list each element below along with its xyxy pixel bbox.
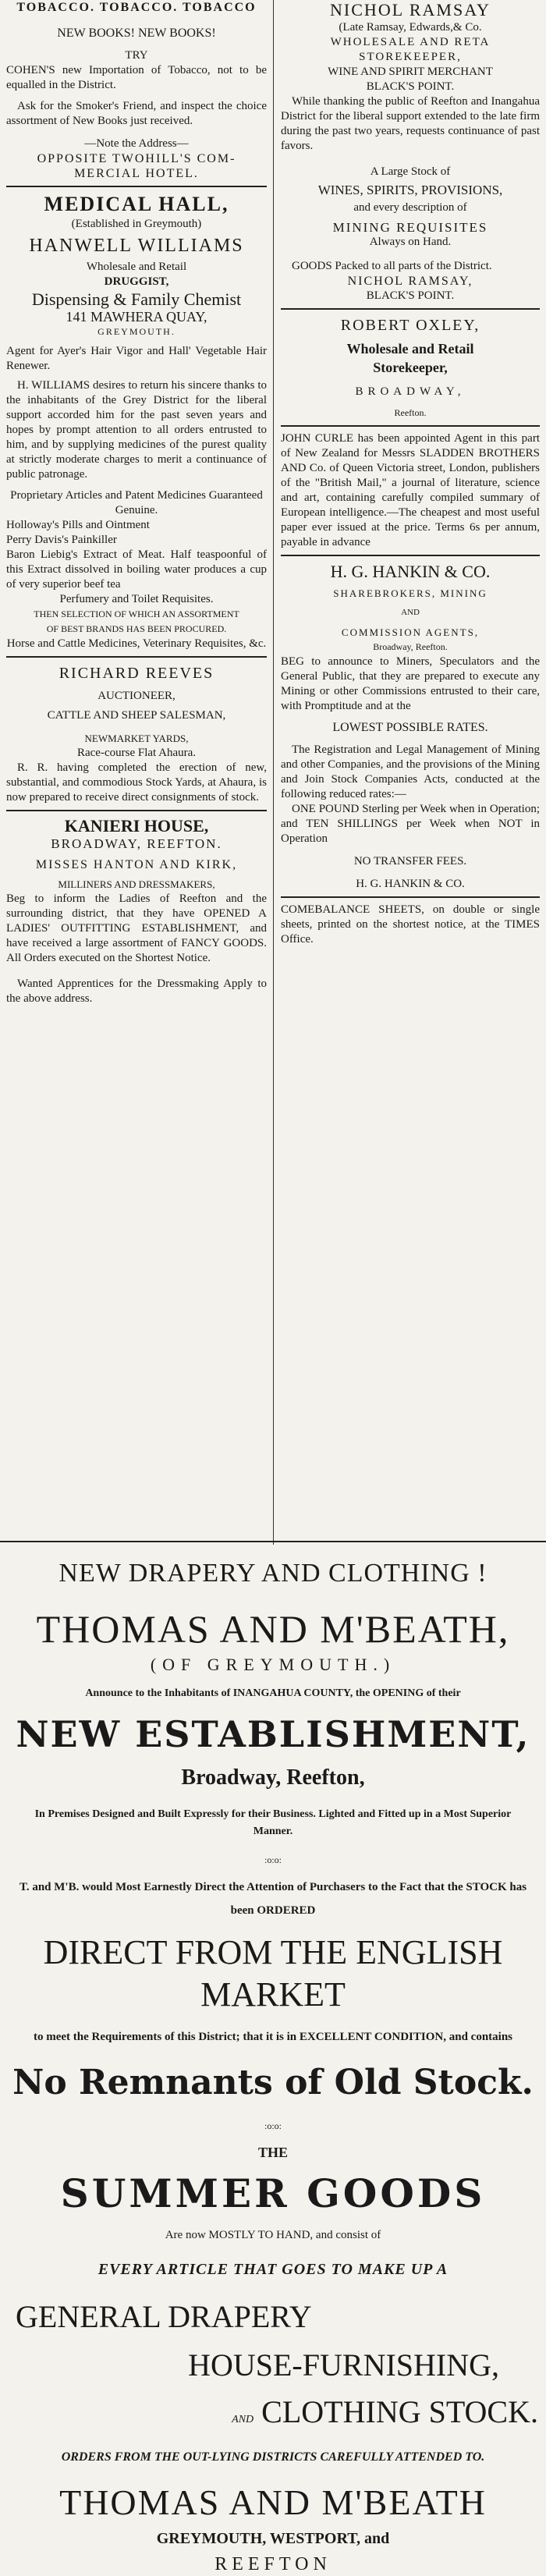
ornament-1: :o:o: xyxy=(264,1854,282,1865)
left-column xyxy=(6,0,267,1006)
tobacco-body: COHEN'S new Importation of Tobacco, not to be equalled in the District. xyxy=(6,64,267,91)
medical-name: HANWELL WILLIAMS xyxy=(29,236,244,256)
divider xyxy=(6,656,267,658)
medical-street: 141 MAWHERA QUAY, xyxy=(66,309,207,325)
ramsay-store: STOREKEEPER, xyxy=(359,51,462,63)
hankin-sig: H. G. HANKIN & CO. xyxy=(356,878,465,890)
kanieri-wanted: Wanted Apprentices for the Dressmaking Apply to the above address. xyxy=(6,978,267,1005)
hankin-ad xyxy=(281,561,540,892)
ask-text: Ask for the Smoker's Friend, and inspect the choice assortment of New Books just received. xyxy=(6,100,267,127)
hankin-title: H. G. HANKIN & CO. xyxy=(330,562,491,581)
ramsay-ad xyxy=(281,0,540,303)
medical-title: MEDICAL HALL, xyxy=(44,193,229,215)
medical-liebig: Baron Liebig's Extract of Meat. Half teaspoonful of this Extract dissolved in boiling water produces a cup of very superior beef tea xyxy=(6,548,267,591)
ramsay-mining: MINING REQUISITES xyxy=(332,220,488,235)
kanieri-body: Beg to inform the Ladies of Reefton and the surrounding district, that they have OPENED A LADIES' OUTFITTING ESTABLISHMENT, and have received a large assortment of FANCY GOODS. All Orders executed on the Shortest Notice. xyxy=(6,892,267,964)
reeves-body: R. R. having completed the erection of new, substantial, and commodious Stock Yards, at Ahaura, is now prepared to receive direct consignments of stock. xyxy=(6,761,267,804)
medical-druggist: DRUGGIST, xyxy=(104,275,169,288)
balance-ad xyxy=(281,903,540,947)
oxley-name: ROBERT OXLEY, xyxy=(340,317,480,334)
hankin-sub: SHAREBROKERS, MINING xyxy=(333,587,488,599)
ramsay-wines: WINES, SPIRITS, PROVISIONS, xyxy=(317,183,503,197)
ramsay-late: (Late Ramsay, Edwards,& Co. xyxy=(339,21,482,34)
drapery-firm-2: THOMAS AND M'BEATH xyxy=(59,2482,487,2522)
drapery-and: AND xyxy=(232,2414,254,2425)
reeves-name: RICHARD REEVES xyxy=(58,665,214,682)
medical-perf: Perfumery and Toilet Requisites. xyxy=(59,593,214,605)
hankin-sub-2: COMMISSION AGENTS, xyxy=(341,626,480,638)
medical-list-1: Holloway's Pills and Ointment xyxy=(6,519,150,531)
ramsay-wine: WINE AND SPIRIT MERCHANT xyxy=(328,66,493,78)
hankin-reg: The Registration and Legal Management of Mining and other Companies, and the provisions of the Mining and Join Stock Companies Acts, conducted at the following reduced rates:— xyxy=(281,743,540,800)
kanieri-ad xyxy=(6,816,267,1006)
ornament-2: :o:o: xyxy=(264,2120,282,2131)
drapery-head: NEW DRAPERY AND CLOTHING ! xyxy=(58,1559,488,1588)
divider xyxy=(281,425,540,427)
try-text: TRY xyxy=(125,49,148,62)
medical-est: (Established in Greymouth) xyxy=(71,218,202,230)
drapery-loc: Broadway, Reefton, xyxy=(181,1765,365,1790)
medical-hall-ad xyxy=(6,192,267,651)
curle-ad xyxy=(281,431,540,550)
ramsay-every: and every description of xyxy=(353,201,467,214)
drapery-est: NEW ESTABLISHMENT, xyxy=(16,1713,530,1755)
medical-town: GREYMOUTH. xyxy=(98,326,176,337)
medical-body: H. WILLIAMS desires to return his sincere thanks to the inhabitants of the Grey District for the liberal support accorded him for the past seven years and hopes by prompt attention to all orders entrusted to him, and by supplying medicines of the purest quality at strictly moderate charges to merit a continuance of public patronage. xyxy=(6,379,267,481)
column-rule xyxy=(273,0,274,1545)
drapery-hand: Are now MOSTLY TO HAND, and consist of xyxy=(165,2229,381,2241)
medical-sel-1: THEN SELECTION OF WHICH AN ASSORTMENT xyxy=(34,609,239,619)
drapery-reefton: REEFTON xyxy=(214,2554,332,2574)
hankin-rates: LOWEST POSSIBLE RATES. xyxy=(332,721,488,734)
drapery-clothing-line xyxy=(0,2393,546,2431)
kanieri-title: KANIERI HOUSE, xyxy=(64,816,209,836)
kanieri-addr: BROADWAY, REEFTON. xyxy=(51,836,222,851)
reeves-race: Race-course Flat Ahaura. xyxy=(76,747,197,759)
divider xyxy=(281,896,540,898)
drapery-of: (OF GREYMOUTH.) xyxy=(150,1655,396,1674)
medical-sel-2: OF BEST BRANDS HAS BEEN PROCURED. xyxy=(46,623,227,634)
ramsay-body: While thanking the public of Reefton and Inangahua District for the liberal support extended to the late firm during the past two years, requests continuance of past favors. xyxy=(281,95,540,152)
ramsay-stock: A Large Stock of xyxy=(370,165,451,178)
drapery-meet: to meet the Requirements of this District; that it is in EXCELLENT CONDITION, and contains xyxy=(33,2031,513,2043)
drapery-orders: ORDERS FROM THE OUT-LYING DISTRICTS CAREFULLY ATTENDED TO. xyxy=(61,2450,485,2464)
drapery-premises: In Premises Designed and Built Expressly for their Business. Lighted and Fitted up in a Most Superior Manner. xyxy=(34,1808,512,1837)
medical-dispensing: Dispensing & Family Chemist xyxy=(31,289,242,309)
medical-sub: Wholesale and Retail xyxy=(86,261,187,273)
drapery-summer: SUMMER GOODS xyxy=(60,2170,486,2216)
divider xyxy=(6,810,267,811)
ramsay-wr: WHOLESALE AND RETA xyxy=(330,36,491,48)
reeves-yards: NEWMARKET YARDS, xyxy=(84,733,189,744)
drapery-house: HOUSE-FURNISHING, xyxy=(188,2347,499,2383)
hankin-addr: Broadway, Reefton. xyxy=(373,641,448,652)
hankin-fees: NO TRANSFER FEES. xyxy=(353,855,467,868)
medical-horse: Horse and Cattle Medicines, Veterinary Requisites, &c. xyxy=(6,637,267,650)
tobacco-ad xyxy=(6,0,267,181)
ramsay-goods: GOODS Packed to all parts of the District. xyxy=(292,260,492,272)
divider xyxy=(281,308,540,310)
ramsay-name: NICHOL RAMSAY xyxy=(330,0,491,20)
drapery-every: EVERY ARTICLE THAT GOES TO MAKE UP A xyxy=(98,2261,448,2278)
drapery-gen: GENERAL DRAPERY xyxy=(16,2299,312,2334)
section-divider xyxy=(0,1541,546,1542)
addr-2: MERCIAL HOTEL. xyxy=(74,167,199,180)
ramsay-always: Always on Hand. xyxy=(369,236,452,248)
medical-list-2: Perry Davis's Painkiller xyxy=(6,534,117,546)
divider xyxy=(281,555,540,556)
books-head: NEW BOOKS! NEW BOOKS! xyxy=(57,27,216,40)
ramsay-sig: NICHOL RAMSAY, xyxy=(347,275,473,288)
balance-body: COMEBALANCE SHEETS, on double or single sheets, printed on the shortest notice, at the TIMES Office. xyxy=(281,903,540,946)
reeves-role: AUCTIONEER, xyxy=(98,690,176,702)
drapery-the: THE xyxy=(257,2145,288,2160)
hankin-body: BEG to announce to Miners, Speculators and the General Public, that they are prepared to execute any Mining or other Commissions entrusted to their care, with Promptitude and at the xyxy=(281,655,540,712)
addr-1: OPPOSITE TWOHILL'S COM- xyxy=(37,152,236,165)
drapery-firm: THOMAS AND M'BEATH, xyxy=(36,1607,510,1651)
oxley-addr: BROADWAY, xyxy=(355,385,466,398)
ramsay-point: BLACK'S POINT. xyxy=(366,80,455,93)
drapery-clothing: CLOTHING STOCK. xyxy=(261,2394,538,2429)
medical-agent: Agent for Ayer's Hair Vigor and Hall' Vegetable Hair Renewer. xyxy=(6,345,267,372)
drapery-remnants: No Remnants of Old Stock. xyxy=(12,2063,534,2102)
medical-prop: Proprietary Articles and Patent Medicines Guaranteed Genuine. xyxy=(10,489,263,516)
oxley-town: Reefton. xyxy=(394,407,427,418)
note-text: —Note the Address— xyxy=(84,137,189,150)
kanieri-names: MISSES HANTON AND KIRK, xyxy=(35,858,238,871)
drapery-direct: DIRECT FROM THE ENGLISH MARKET xyxy=(43,1933,503,2014)
drapery-ad xyxy=(0,1549,546,2576)
reeves-role-2: CATTLE AND SHEEP SALESMAN, xyxy=(47,709,226,722)
ramsay-sig-2: BLACK'S POINT. xyxy=(366,289,455,302)
divider xyxy=(6,186,267,187)
hankin-and: AND xyxy=(401,608,420,617)
tobacco-head: TOBACCO. TOBACCO. TOBACCO xyxy=(16,1,257,14)
oxley-ad xyxy=(281,314,540,420)
reeves-ad xyxy=(6,662,267,805)
oxley-role-2: Storekeeper, xyxy=(373,360,448,375)
drapery-towns: GREYMOUTH, WESTPORT, and xyxy=(156,2530,390,2547)
oxley-role: Wholesale and Retail xyxy=(346,341,474,357)
curle-body: JOHN CURLE has been appointed Agent in this part of New Zealand for Messrs SLADDEN BROTHERS AND Co. of Queen Victoria street, London, publishers of the "British Mail," a journal of literature, science and art, containing carefully compiled summary of European intelligence.—The cheapest and most useful paper ever issued at the price. Terms 6s per annum, payable in advance xyxy=(281,432,540,548)
kanieri-role: MILLINERS AND DRESSMAKERS, xyxy=(58,878,215,890)
hankin-one: ONE POUND Sterling per Week when in Operation; and TEN SHILLINGS per Week when NOT in Operation xyxy=(281,803,540,845)
right-column xyxy=(281,0,540,947)
drapery-attn: T. and M'B. would Most Earnestly Direct the Attention of Purchasers to the Fact that the STOCK has been ORDERED xyxy=(19,1881,527,1917)
drapery-announce: Announce to the Inhabitants of INANGAHUA COUNTY, the OPENING of their xyxy=(85,1687,461,1699)
